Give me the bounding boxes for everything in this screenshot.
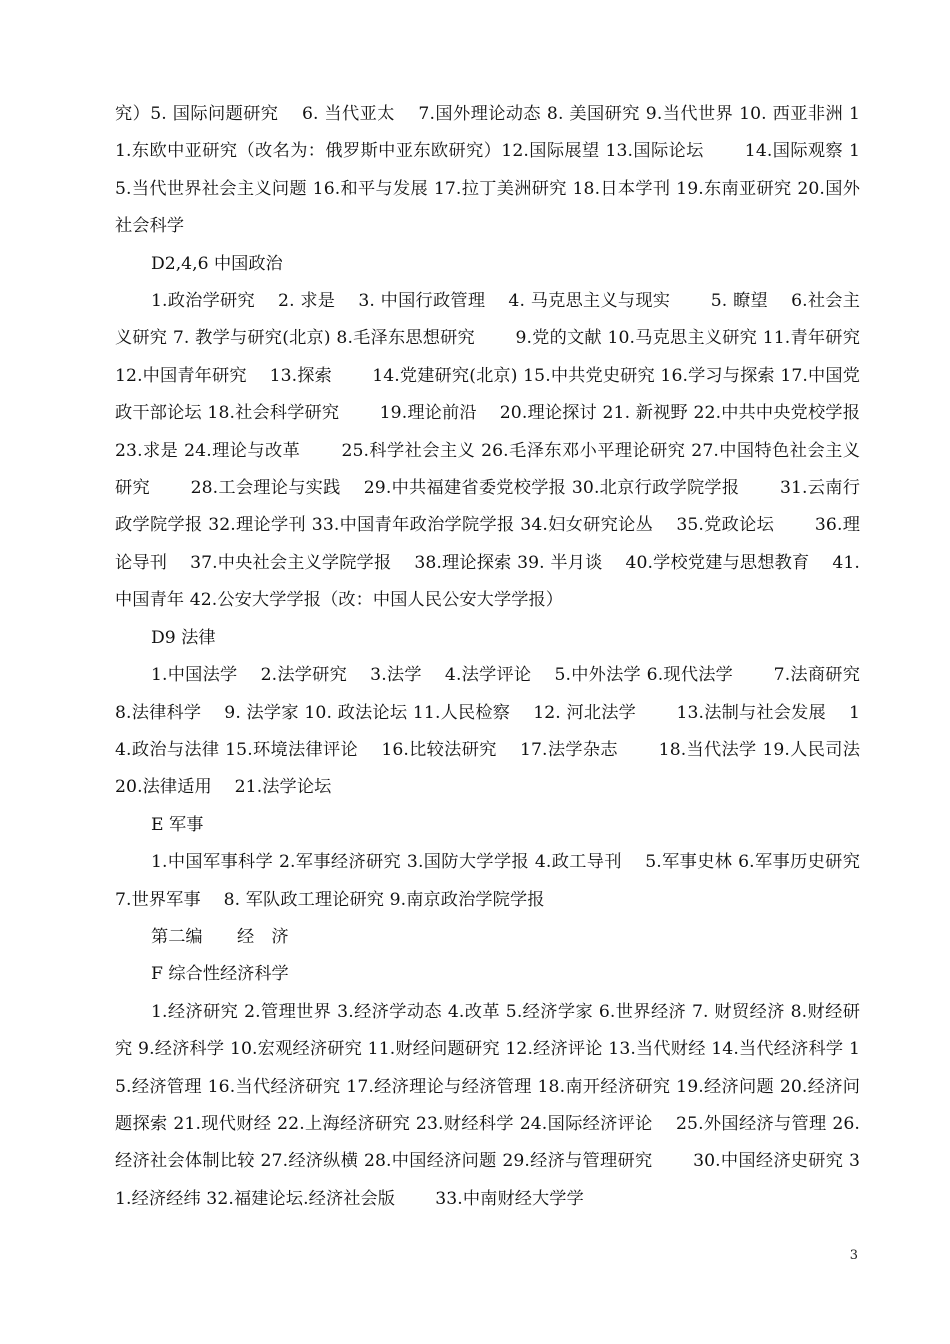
- document-body: [115, 96, 883, 1218]
- part-two-heading: 第二编 经 济: [151, 926, 289, 947]
- intl-journals-continuation: 究）5. 国际问题研究 6. 当代亚太 7.国外理论动态 8. 美国研究 9.当代世界 10. 西亚非洲 11.东欧中亚研究（改名为：俄罗斯中亚东欧研究）12.国际展望 13.国际论坛 14.国际观察 15.当代世界社会主义问题 16.和平与发展 17.拉丁美洲研究 18.日本学刊 19.东南亚研究 20.国外社会科学: [115, 104, 860, 237]
- military-journals-list: 1.中国军事科学 2.军事经济研究 3.国防大学学报 4.政工导刊 5.军事史林 6.军事历史研究 7.世界军事 8. 军队政工理论研究 9.南京政治学院学报: [115, 852, 860, 910]
- section-heading-economics: F 综合性经济科学: [151, 964, 289, 985]
- politics-journals-list: 1.政治学研究 2. 求是 3. 中国行政管理 4. 马克思主义与现实 5. 瞭望 6.社会主义研究 7. 教学与研究(北京) 8.毛泽东思想研究 9.党的文献 10.马克思主义研究 11.青年研究 12.中国青年研究 13.探索 14.党建研究(北京) 15.中共党史研究 16.学习与探索 17.中国党政干部论坛 18.社会科学研究 19.理论前沿 20.理论探讨 21. 新视野 22.中共中央党校学报 23.求是 24.理论与改革 25.科学社会主义 26.毛泽东邓小平理论研究 27.中国特色社会主义研究 28.工会理论与实践 29.中共福建省委党校学报 30.北京行政学院学报 31.云南行政学院学报 32.理论学刊 33.中国青年政治学院学报 34.妇女研究论丛 35.党政论坛 36.理论导刊 37.中央社会主义学院学报 38.理论探索 39. 半月谈 40.学校党建与思想教育 41. 中国青年 42.公安大学学报（改：中国人民公安大学学报）: [115, 291, 883, 611]
- section-heading-politics: D2,4,6 中国政治: [151, 253, 283, 274]
- law-journals-list: 1.中国法学 2.法学研究 3.法学 4.法学评论 5.中外法学 6.现代法学 7.法商研究 8.法律科学 9. 法学家 10. 政法论坛 11.人民检察 12. 河北法学 13.法制与社会发展 14.政治与法律 15.环境法律评论 16.比较法研究 17.法学杂志 18.当代法学 19.人民司法 20.法律适用 21.法学论坛: [115, 665, 883, 798]
- page-number: 3: [849, 1248, 858, 1263]
- section-heading-military: E 军事: [151, 814, 204, 835]
- economics-journals-list: 1.经济研究 2.管理世界 3.经济学动态 4.改革 5.经济学家 6.世界经济 7. 财贸经济 8.财经研究 9.经济科学 10.宏观经济研究 11.财经问题研究 12.经济评论 13.当代财经 14.当代经济科学 15.经济管理 16.当代经济研究 17.经济理论与经济管理 18.南开经济研究 19.经济问题 20.经济问题探索 21.现代财经 22.上海经济研究 23.财经科学 24.国际经济评论 25.外国经济与管理 26.经济社会体制比较 27.经济纵横 28.中国经济问题 29.经济与管理研究 30.中国经济史研究 31.经济经纬 32.福建论坛.经济社会版 33.中南财经大学学: [115, 1001, 860, 1209]
- section-heading-law: D9 法律: [151, 627, 216, 648]
